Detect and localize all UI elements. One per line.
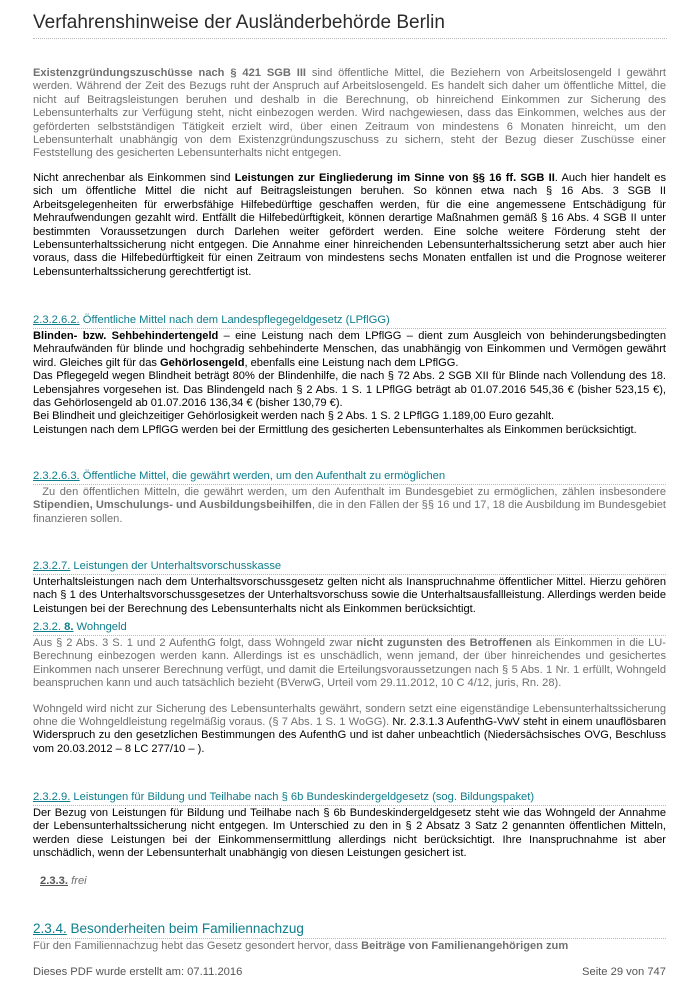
section-title: Wohngeld <box>73 621 127 633</box>
section-title: Öffentliche Mittel nach dem Landespflegegeldgesetz (LPflGG) <box>79 314 390 326</box>
bold-term: Leistungen zur Eingliederung im Sinne von §§ 16 ff. SGB II <box>234 172 555 184</box>
section-2-3-2-7 <box>33 559 666 616</box>
section-title: Leistungen der Unterhaltsvorschusskasse <box>70 560 282 572</box>
bold-term: nicht zugunsten des Betroffenen <box>356 637 532 649</box>
bold-term: Blinden- bzw. Sehbehindertengeld <box>33 330 219 342</box>
paragraph-text <box>33 486 670 526</box>
paragraph-body: sind öffentliche Mittel, die Beziehern von Arbeitslosengeld I gewährt werden. Während der Zeit des Bezugs ruht der Anspruch auf Arbeitslosengeld. Es handelt sich daher um öffentliche Mittel, die nicht auf Beitragsleistungen beruhen und deshalb in die Berechnung, ob hinreichend Einkommen zur Sicherung des Lebensunterhalts zur Verfügung steht, nicht einbezogen werden. Wird nachgewiesen, dass das Einkommen, welches aus der geförderten selbstständigen Tätigkeit erzielt wird, über einen Zeitraum von mindestens 6 Monaten hinreicht, um den Lebensunterhalt unabhängig von dem Existenzgründungszuschuss zu sichern, steht der Bezug dieser Zuschüsse einer Feststellung des gesicherten Lebensunterhalts nicht entgegen. <box>33 67 667 160</box>
paragraph-body: . Auch hier handelt es sich um öffentliche Mittel die nicht auf Beitragsleistungen beruhen. So können etwa nach § 16 Abs. 3 SGB II Arbeitsgelegenheiten für erwerbsfähige Hilfebedürftige geschaffen werden, für die eine angemessene Entschädigung für Mehraufwendungen gezahlt wird. Entfällt die Hilfebedürftigkeit, können derartige Maßnahmen gemäß § 16 Abs. 4 SGB II unter bestimmten Voraussetzungen durch Darlehen weiter gefördert werden. Eine solche weitere Förderung steht der Lebensunterhaltssicherung nicht entgegen. Die Annahme einer hinreichenden Lebensunterhaltssicherung setzt aber auch hier voraus, dass die Hilfebedürftigkeit für einen Zeitraum von mindestens sechs Monaten entfallen ist und die Prognose weiterer Lebensunterhaltssicherung gerechtfertigt ist. <box>33 172 666 278</box>
bold-term: Gehörlosengeld <box>160 356 245 369</box>
section-title: Öffentliche Mittel, die gewährt werden, um den Aufenthalt zu ermöglichen <box>79 470 446 482</box>
section-2-3-3 <box>40 874 673 888</box>
section-heading <box>33 920 666 937</box>
paragraph-body: als Einkommen in die LU- Berechnung einbezogen werden kann. Allerdings ist es unschädlich, wenn jemand, der über hinreichendes und gesichertes Einkommen nach unserer Berechnung verfügt, und damit die Erteilungsvoraussetzungen nach § 5 Abs. 1 Nr. 1 erfüllt, Wohngeld beanspruchen kann und auch tatsächlich bezieht (BVerwG, Urteil vom 29.11.2012, 10 C 4/12, juris, Rn. 28). <box>33 637 667 690</box>
section-number-link[interactable]: 2.3.4. <box>33 921 67 936</box>
bold-term: Beiträge von Familienangehörigen zum <box>361 940 569 952</box>
paragraph-lead: Nicht anrechenbar als Einkommen sind <box>33 172 235 184</box>
section-2-3-2-8 <box>33 620 666 756</box>
section-heading <box>33 790 666 804</box>
section-heading <box>33 559 666 573</box>
paragraph-text: Bei Blindheit und gleichzeitiger Gehörlosigkeit werden nach § 2 Abs. 1 S. 2 LPflGG 1.189,00 Euro gezahlt. <box>33 410 555 423</box>
section-number-link[interactable]: 2.3.3. <box>40 875 68 887</box>
heading-divider <box>33 574 666 575</box>
section-number-link[interactable]: 2.3.2.6.3. <box>33 470 80 482</box>
section-2-3-4 <box>33 920 666 953</box>
paragraph-text <box>33 940 666 953</box>
section-number-link[interactable]: 2.3.2.7. <box>33 560 71 572</box>
section-title: Besonderheiten beim Familiennachzug <box>66 921 304 936</box>
paragraph-text <box>33 703 666 757</box>
paragraph-body: Für den Familiennachzug hebt das Gesetz gesondert hervor, dass <box>33 940 362 952</box>
section-heading <box>40 874 673 888</box>
section-number-suffix[interactable]: 8. <box>64 621 74 633</box>
section-number-link[interactable]: 2.3.2. <box>33 621 65 633</box>
paragraph-text <box>33 67 666 161</box>
paragraph-body: Zu den öffentlichen Mitteln, die gewährt werden, um den Aufenthalt im Bundesgebiet zu ermöglichen, zählen insbesondere <box>33 486 670 498</box>
section-heading <box>33 313 666 327</box>
bold-term: Existenzgründungszuschüsse nach § 421 SGB III <box>33 67 307 79</box>
section-2-3-2-6-3 <box>33 469 670 526</box>
paragraph-text: Das Pflegegeld wegen Blindheit beträgt 80% der Blindenhilfe, die nach § 72 Abs. 2 SGB XII für Blinde nach Vollendung des 18. Lebensjahres vorgesehen ist. Das Blindengeld nach § 2 Abs. 1 S. 1 LPflGG beträgt ab 01.07.2016 545,36 € (bisher 523,15 €), das Gehörlosengeld ab 01.07.2016 136,34 € (bisher 130,79 €). <box>33 370 666 410</box>
heading-divider <box>33 938 666 939</box>
paragraph-text: Der Bezug von Leistungen für Bildung und Teilhabe nach § 6b Bundeskindergeldgesetz steht wie das Wohngeld der Annahme der Lebensunterhaltssicherung nicht entgegen. Im Unterschied zu den in § 2 Absatz 3 Satz 2 genannten öffentlichen Mitteln, werden diese Leistungen bei der Einkommensermittlung allerdings nicht berücksichtigt. Ihre Inanspruchnahme ist aber unschädlich, wenn der Lebensunterhalt unabhängig von diesen Leistungen gesichert ist. <box>33 807 666 860</box>
paragraph-body: Wohngeld wird nicht zur Sicherung des Lebensunterhalts gewährt, sondern setzt eine eigenständige Lebensunterhaltssicherung ohne die Wohngeldleistung regelmäßig voraus. (§ 7 Abs. 1 S. 1 WoGG). <box>33 702 666 729</box>
paragraph-text <box>33 172 666 279</box>
paragraph-existenzgruendung <box>33 67 666 161</box>
section-title: Leistungen für Bildung und Teilhabe nach § 6b Bundeskindergeldgesetz (sog. Bildungspaket) <box>70 791 535 803</box>
section-2-3-2-6-2 <box>33 313 666 437</box>
paragraph-text <box>33 330 666 370</box>
paragraph-text <box>33 637 666 691</box>
title-divider <box>33 38 667 39</box>
paragraph-body: , die in den Fällen der §§ 16 und 17, 18 die Ausbildung im Bundesgebiet finanzieren sollen. <box>33 499 670 525</box>
heading-divider <box>33 484 666 485</box>
footer-page-number: Seite 29 von 747 <box>582 966 666 978</box>
footer-created-date: Dieses PDF wurde erstellt am: 07.11.2016 <box>33 966 243 978</box>
paragraph-text: Leistungen nach dem LPflGG werden bei der Ermittlung des gesicherten Lebensunterhaltes als Einkommen berücksichtigt. <box>33 423 637 436</box>
section-number-link[interactable]: 2.3.2.9. <box>33 791 71 803</box>
heading-divider <box>33 635 666 636</box>
paragraph-text: Unterhaltsleistungen nach dem Unterhaltsvorschussgesetz gelten nicht als Inanspruchnahme öffentlicher Mittel. Hierzu gehören nach § 1 des Unterhaltsvorschussgesetzes der Unterhaltsvorschuss sowie die Unterhaltsausfallleistung. Allerdings werden beide Leistungen bei der Berechnung des Lebensunterhalts nicht als Einkommen berücksichtigt. <box>33 576 666 615</box>
section-title: frei <box>71 875 87 887</box>
section-number-link[interactable]: 2.3.2.6.2. <box>33 314 80 326</box>
heading-divider <box>33 805 666 806</box>
paragraph-body: Nr. 2.3.1.3 AufenthG-VwV steht in einem unauflösbaren Widerspruch zu den gesetzlichen Bestimmungen des AufenthG und ist daher unbeachtlich (Niedersächsisches OVG, Beschluss vom 20.03.2012 – 8 LC 277/10 – ). <box>33 716 667 755</box>
section-heading <box>33 469 666 483</box>
heading-divider <box>33 328 666 329</box>
paragraph-body: – eine Leistung nach dem LPflGG – dient zum Ausgleich von behinderungsbedingten Mehraufwänden für blinde und hochgradig sehbehinderte Menschen, das unabhängig von Einkommen und Vermögen gewährt wird. Gleiches gilt für das <box>33 330 666 369</box>
section-heading <box>33 620 666 634</box>
page-title: Verfahrenshinweise der Ausländerbehörde Berlin <box>33 12 445 33</box>
paragraph-body: Aus § 2 Abs. 3 S. 1 und 2 AufenthG folgt, dass Wohngeld zwar <box>33 637 357 649</box>
bold-term: Stipendien, Umschulungs- und Ausbildungsbeihilfen <box>33 499 312 512</box>
paragraph-body: , ebenfalls eine Leistung nach dem LPflGG. <box>244 356 459 369</box>
section-2-3-2-9 <box>33 790 666 861</box>
paragraph-eingliederung <box>33 172 666 279</box>
